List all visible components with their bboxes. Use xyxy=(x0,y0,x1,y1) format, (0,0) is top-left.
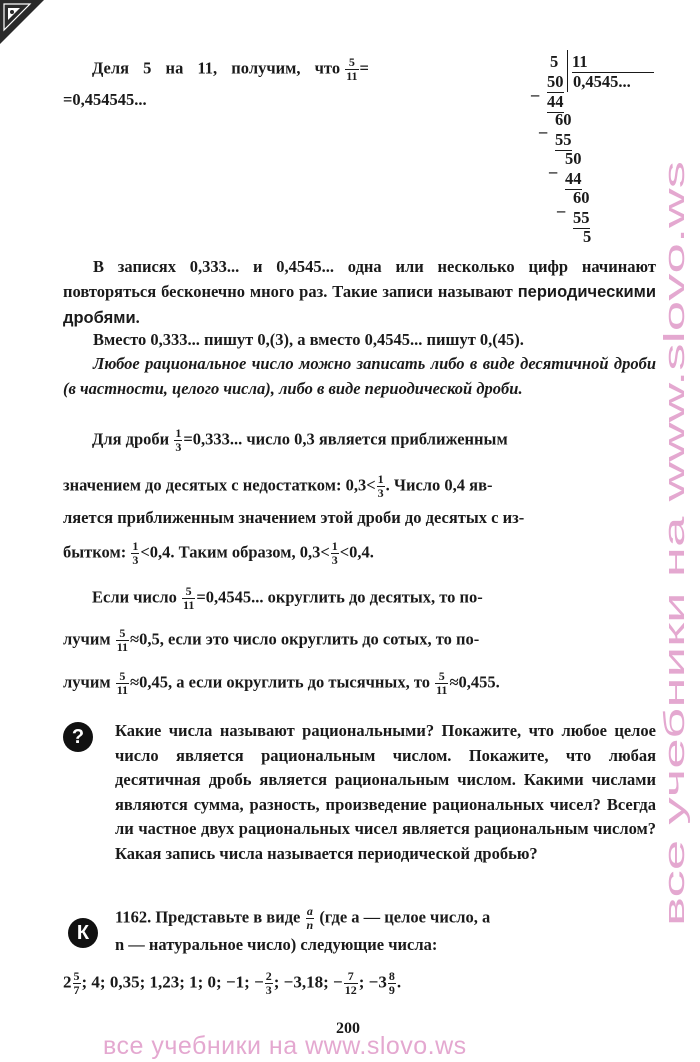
fraction-1-3: $\frac{1}{3}$ xyxy=(132,539,139,567)
exercise-number: 1162. xyxy=(115,907,152,927)
minus-sign: – xyxy=(531,85,540,104)
div-step: 55 xyxy=(555,130,572,149)
text: ≈0,455. xyxy=(449,672,500,692)
approx-line-4 xyxy=(63,540,374,567)
fraction-1-3: $\frac{1}{3}$ xyxy=(175,426,182,454)
intro-result: =0,454545... xyxy=(63,90,147,109)
text: <0,4. Таким образом, 0,3< xyxy=(140,542,330,562)
fraction-a-n: $\frac{a}{n}$ xyxy=(306,904,314,932)
exercise-line-1 xyxy=(115,905,490,932)
question-icon: ? xyxy=(63,722,93,752)
div-step: 50 xyxy=(565,149,582,168)
text: Для дроби xyxy=(92,429,170,449)
frac-den: 11 xyxy=(346,69,358,83)
div-step: 50 xyxy=(547,72,564,91)
paragraph-periodic xyxy=(63,254,656,331)
text: лучим xyxy=(63,629,111,649)
term-periodic: периодическими дробями xyxy=(63,283,657,327)
exercise-line-2: n — натуральное число) следующие числа: xyxy=(115,935,438,954)
division-bar xyxy=(567,50,568,92)
text: ; 4; 0,35; 1,23; 1; 0; −1; − xyxy=(81,972,264,992)
rounding-line-3 xyxy=(63,670,500,697)
text: лучим xyxy=(63,672,111,692)
div-step: 5 xyxy=(583,227,592,246)
side-watermark-text: все учебники на www.slovo.ws xyxy=(659,520,691,926)
div-step: 44 xyxy=(547,92,564,111)
text: ; −3,18; − xyxy=(273,972,343,992)
exercise-numbers-list xyxy=(63,970,401,997)
divisor: 11 xyxy=(572,52,654,73)
para1-text: В записях 0,333... и 0,4545... одна или несколько цифр начинают повторяться бесконечно много раз. Такие записи называют xyxy=(63,257,656,301)
para1-end: . xyxy=(135,308,140,327)
fraction-5-11 xyxy=(345,56,358,83)
text: значением до десятых с недостатком: 0,3< xyxy=(63,475,376,495)
text: 2 xyxy=(63,972,72,992)
intro-line xyxy=(92,56,369,83)
rule-italic: Любое рациональное число можно записать либо в виде десятичной дроби (в частности, целого числа), либо в виде периодической дроби. xyxy=(63,354,656,398)
equals: = xyxy=(359,58,369,78)
text: ; −3 xyxy=(358,972,387,992)
rounding-line-2 xyxy=(63,627,479,654)
minus-sign: – xyxy=(557,201,566,220)
fraction-5-11: $\frac{5}{11}$ xyxy=(436,669,448,697)
page-number: 200 xyxy=(336,1020,360,1037)
quotient: 0,4545... xyxy=(573,72,631,91)
fraction-5-7: $\frac{5}{7}$ xyxy=(73,969,80,997)
text: . xyxy=(396,972,402,992)
corner-ornament-icon xyxy=(0,0,44,44)
fraction-7-12: $\frac{7}{12}$ xyxy=(344,969,357,997)
text: ≈0,5, если это число округлить до сотых, то по- xyxy=(130,629,480,649)
text: =0,333... число 0,3 является приближенным xyxy=(183,429,508,449)
div-step: 60 xyxy=(555,110,572,129)
text: бытком: xyxy=(63,542,127,562)
approx-line-1 xyxy=(92,427,508,454)
text: Представьте в виде xyxy=(155,907,301,927)
text: (где a — целое число, a xyxy=(319,907,491,927)
div-step: 44 xyxy=(565,169,582,188)
fraction-2-3: $\frac{2}{3}$ xyxy=(265,969,272,997)
paragraph-notation: Вместо 0,333... пишут 0,(3), а вместо 0,4545... пишут 0,(45). xyxy=(93,330,524,349)
fraction-5-11: $\frac{5}{11}$ xyxy=(116,669,129,697)
fraction-1-3: $\frac{1}{3}$ xyxy=(377,472,384,500)
text: Если число xyxy=(92,587,177,607)
dividend: 5 xyxy=(550,52,559,71)
minus-sign: – xyxy=(549,162,558,181)
side-watermark xyxy=(648,158,698,928)
fraction-1-3: $\frac{1}{3}$ xyxy=(331,539,338,567)
text: ≈0,45, а если округлить до тысячных, то xyxy=(130,672,430,692)
fraction-5-11: $\frac{5}{11}$ xyxy=(183,584,195,612)
fraction-5-11: $\frac{5}{11}$ xyxy=(116,626,129,654)
div-step: 55 xyxy=(573,208,590,227)
text: <0,4. xyxy=(339,542,374,562)
fraction-8-9: $\frac{8}{9}$ xyxy=(388,969,395,997)
review-questions: Какие числа называют рациональными? Покажите, что любое целое число является рациональным числом. Покажите, что любая десятичная дробь является рациональным числом. Какими числами являются сумма, разность, произведение рациональных чисел? Всегда ли частное двух рациональных чисел является рациональным числом? Какая запись числа называется периодической дробью? xyxy=(115,721,656,863)
div-step: 60 xyxy=(573,188,590,207)
long-division xyxy=(531,52,655,247)
text: =0,4545... округлить до десятых, то по- xyxy=(196,587,483,607)
minus-sign: – xyxy=(539,122,548,141)
rounding-line-1 xyxy=(92,585,483,612)
approx-line-3: ляется приближенным значением этой дроби до десятых с из- xyxy=(63,508,525,527)
frac-num: 5 xyxy=(348,55,355,69)
bottom-watermark: все учебники на www.slovo.ws xyxy=(103,1032,467,1060)
intro-text: Деля 5 на 11, получим, что xyxy=(92,58,341,78)
approx-line-2 xyxy=(63,473,493,500)
text: . Число 0,4 яв- xyxy=(385,475,493,495)
exercise-k-icon: К xyxy=(68,918,98,948)
